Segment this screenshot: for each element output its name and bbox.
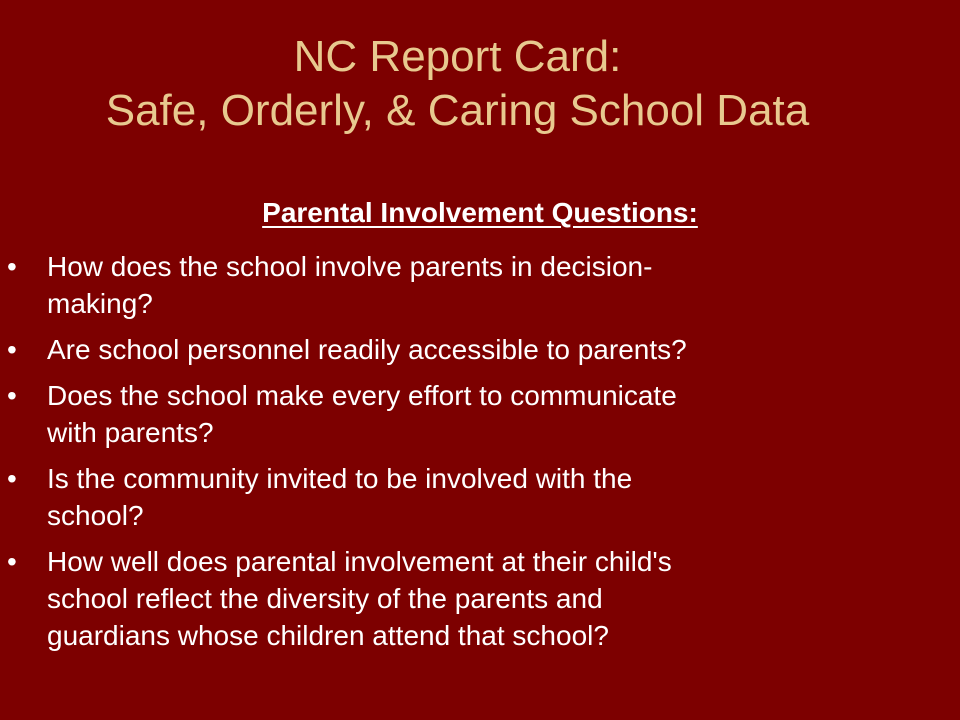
bullet-icon: • — [7, 334, 17, 365]
bullet-item-3-line-2: with parents? — [47, 417, 214, 448]
bullet-icon: • — [7, 463, 17, 494]
bullet-item-4-line-2: school? — [47, 500, 144, 531]
bullet-item-5-line-2: school reflect the diversity of the parents and — [47, 583, 603, 614]
section-heading: Parental Involvement Questions: — [262, 197, 698, 228]
bullet-item-4-line-1: Is the community invited to be involved with the — [47, 463, 633, 494]
bullet-item-1-line-2: making? — [47, 288, 153, 319]
bullet-item-3-line-1: Does the school make every effort to communicate — [47, 380, 677, 411]
bullet-item-1-line-1: How does the school involve parents in decision- — [47, 251, 653, 282]
bullet-item-3 — [0, 377, 960, 451]
slide-title-line-2: Safe, Orderly, & Caring School Data — [105, 86, 810, 135]
bullet-icon: • — [7, 546, 17, 577]
slide-title-line-1: NC Report Card: — [293, 32, 622, 81]
slide-title — [0, 30, 915, 138]
bullet-icon: • — [7, 380, 17, 411]
bullet-item-5-line-3: guardians whose children attend that school? — [47, 620, 609, 651]
bullet-item-1 — [0, 248, 960, 322]
bullet-item-2 — [0, 331, 960, 368]
bullet-item-2-line-1: Are school personnel readily accessible to parents? — [47, 334, 687, 365]
bullet-item-5-line-1: How well does parental involvement at their child's — [47, 546, 672, 577]
bullet-icon: • — [7, 251, 17, 282]
bullet-item-4 — [0, 460, 960, 534]
bullet-list — [0, 248, 960, 663]
bullet-item-5 — [0, 543, 960, 654]
